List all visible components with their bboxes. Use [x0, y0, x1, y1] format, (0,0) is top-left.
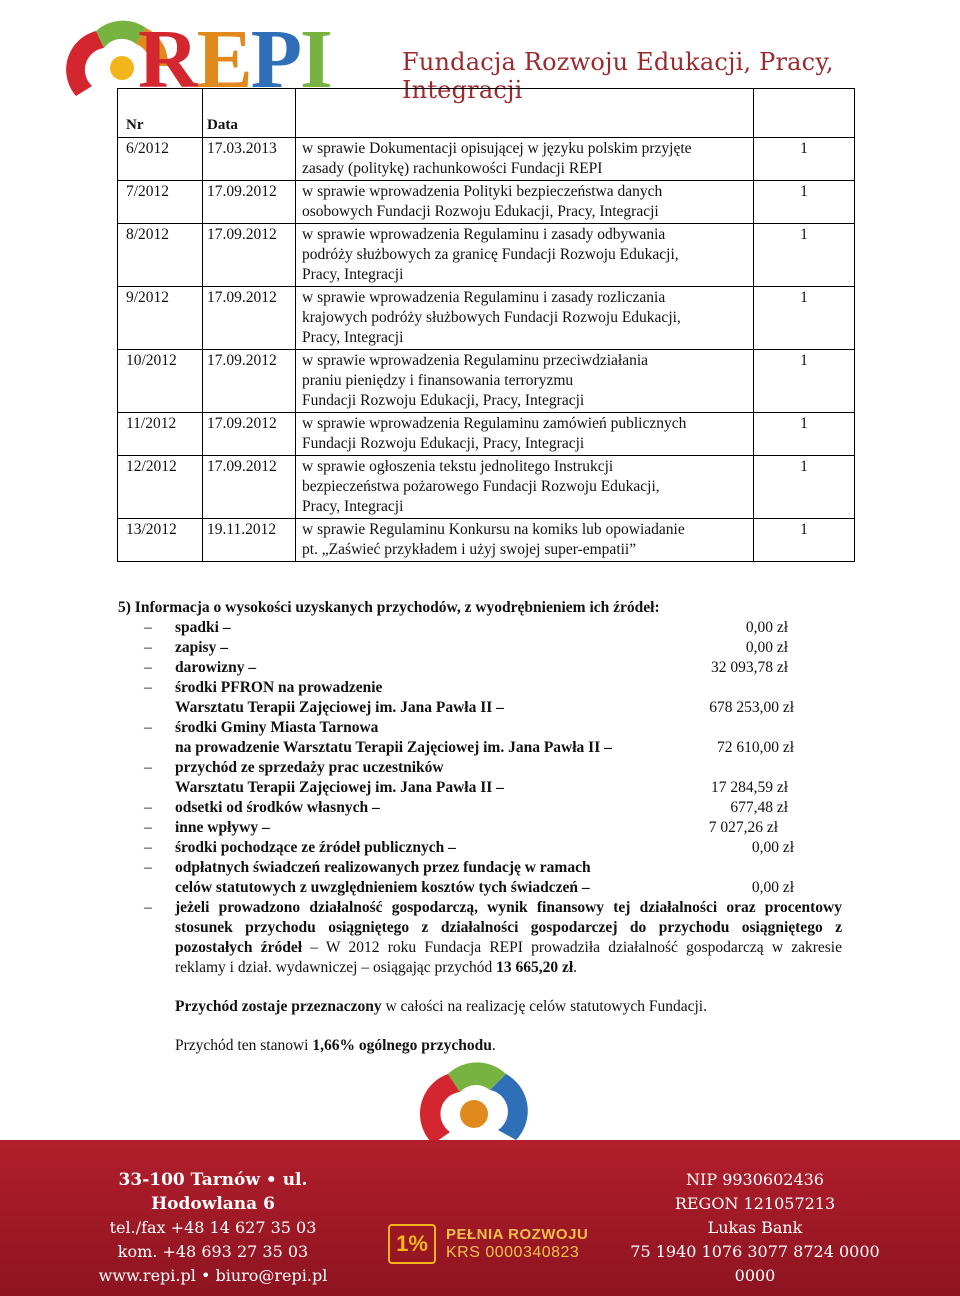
resolution-number: 7/2012	[118, 181, 203, 224]
resolution-description	[296, 138, 754, 181]
income-label: przychód ze sprzedaży prac uczestników	[175, 759, 444, 776]
income-label: na prowadzenie Warsztatu Terapii Zajęciowej im. Jana Pawła II –	[175, 739, 612, 756]
income-item-publiczne	[118, 838, 848, 858]
table-row	[118, 287, 855, 350]
resolution-description	[296, 181, 754, 224]
dash-bullet: –	[144, 839, 152, 856]
resolution-description	[296, 413, 754, 456]
dash-bullet: –	[144, 719, 152, 736]
income-amount: 678 253,00 zł	[709, 699, 794, 716]
resolution-date: 17.09.2012	[203, 456, 296, 519]
income-amount: 677,48 zł	[730, 799, 788, 816]
resolution-number: 10/2012	[118, 350, 203, 413]
income-amount: 0,00 zł	[745, 619, 788, 636]
table-header-row	[118, 89, 855, 138]
description-line: bezpieczeństwa pożarowego Fundacji Rozwoju Edukacji,	[302, 478, 660, 495]
description-line: podróży służbowych za granicę Fundacji Rozwoju Edukacji,	[302, 246, 679, 263]
income-item-inne	[118, 818, 848, 838]
resolution-count: 1	[754, 181, 855, 224]
income-amount: 0,00 zł	[751, 879, 794, 896]
table-row	[118, 519, 855, 562]
resolution-count: 1	[754, 287, 855, 350]
income-share-note: Przychód ten stanowi 1,66% ogólnego przychodu.	[175, 1037, 496, 1054]
description-line: w sprawie wprowadzenia Polityki bezpieczeństwa danych	[302, 183, 663, 200]
income-amount: 0,00 zł	[745, 639, 788, 656]
resolution-description	[296, 224, 754, 287]
business-activity-paragraph: jeżeli prowadzono działalność gospodarczą, wynik finansowy tej działalności oraz procentowy stosunek przychodu osiągniętego z działalności gospodarczej do przychodu osiągniętego z pozostałych źródeł – W 2012 roku Fundacja REPI prowadziła działalność gospodarczą w zakresie reklamy i dział. wydawniczej – osiągając przychód 13 665,20 zł.	[175, 899, 842, 976]
resolution-count: 1	[754, 456, 855, 519]
income-amount: 17 284,59 zł	[710, 779, 788, 796]
description-line: Pracy, Integracji	[302, 266, 404, 283]
footer-account: 75 1940 1076 3077 8724 0000 0000	[630, 1242, 880, 1285]
dash-bullet: –	[144, 619, 152, 636]
income-amount: 72 610,00 zł	[716, 739, 794, 756]
resolution-number: 9/2012	[118, 287, 203, 350]
col-header-description	[296, 89, 754, 138]
dash-bullet: –	[144, 799, 152, 816]
income-label: Warsztatu Terapii Zajęciowej im. Jana Pawła II –	[175, 779, 504, 796]
description-line: Fundacji Rozwoju Edukacji, Pracy, Integracji	[302, 392, 585, 409]
income-label: zapisy –	[175, 639, 228, 656]
description-line: w sprawie ogłoszenia tekstu jednolitego Instrukcji	[302, 458, 614, 475]
resolution-description	[296, 350, 754, 413]
resolution-count: 1	[754, 519, 855, 562]
income-label: środki Gminy Miasta Tarnowa	[175, 719, 379, 736]
description-line: pt. „Zaświeć przykładem i użyj swojej super-empatii”	[302, 541, 637, 558]
footer-address: 33-100 Tarnów • ul. Hodowlana 6	[118, 1170, 308, 1214]
repi-logo-wordmark: REPI	[138, 13, 331, 106]
resolution-number: 8/2012	[118, 224, 203, 287]
footer-telfax: tel./fax +48 14 627 35 03	[109, 1218, 317, 1237]
table-row	[118, 413, 855, 456]
resolution-count: 1	[754, 224, 855, 287]
description-line: praniu pieniędzy i finansowania terroryzmu	[302, 372, 574, 389]
income-item-pfron	[118, 678, 848, 718]
table-row	[118, 350, 855, 413]
income-label: odsetki od środków własnych –	[175, 799, 380, 816]
income-section	[118, 598, 848, 1056]
description-line: zasady (politykę) rachunkowości Fundacji REPI	[302, 160, 603, 177]
income-label: inne wpływy –	[175, 819, 270, 836]
description-line: w sprawie wprowadzenia Regulaminu i zasady rozliczania	[302, 289, 666, 306]
resolution-count: 1	[754, 413, 855, 456]
table-row	[118, 456, 855, 519]
income-item-odplatne	[118, 858, 848, 898]
resolution-number: 11/2012	[118, 413, 203, 456]
dash-bullet: –	[144, 659, 152, 676]
description-line: w sprawie Dokumentacji opisującej w języku polskim przyjęte	[302, 140, 692, 157]
col-header-date: Data	[203, 89, 296, 138]
badge-krs: KRS 0000340823	[446, 1244, 580, 1261]
table-row	[118, 224, 855, 287]
description-line: w sprawie Regulaminu Konkursu na komiks lub opowiadanie	[302, 521, 685, 538]
one-percent-icon: 1%	[388, 1224, 436, 1264]
income-item-sprzedaz	[118, 758, 848, 798]
col-header-nr: Nr	[118, 89, 203, 138]
income-label: Warsztatu Terapii Zajęciowej im. Jana Pawła II –	[175, 699, 504, 716]
footer-registration	[620, 1168, 890, 1288]
badge-title: PEŁNIA ROZWOJU	[446, 1226, 589, 1243]
income-label: celów statutowych z uwzględnieniem kosztów tych świadczeń –	[175, 879, 590, 896]
resolution-count: 1	[754, 138, 855, 181]
income-allocation-note: Przychód zostaje przeznaczony w całości na realizację celów statutowych Fundacji.	[175, 998, 707, 1015]
resolution-date: 17.09.2012	[203, 350, 296, 413]
dash-bullet: –	[144, 899, 152, 916]
income-label: darowizny –	[175, 659, 257, 676]
footer-bar	[0, 1140, 960, 1296]
description-line: w sprawie wprowadzenia Regulaminu zamówień publicznych	[302, 415, 687, 432]
resolution-number: 13/2012	[118, 519, 203, 562]
table-body	[118, 138, 855, 562]
resolution-date: 17.09.2012	[203, 287, 296, 350]
footer-contact	[78, 1168, 348, 1288]
dash-bullet: –	[144, 679, 152, 696]
resolution-date: 19.11.2012	[203, 519, 296, 562]
resolution-description	[296, 287, 754, 350]
resolution-date: 17.09.2012	[203, 181, 296, 224]
description-line: w sprawie wprowadzenia Regulaminu przeciwdziałania	[302, 352, 649, 369]
resolution-number: 6/2012	[118, 138, 203, 181]
income-item-gmina	[118, 718, 848, 758]
income-amount: 7 027,26 zł	[708, 819, 778, 836]
footer-nip: NIP 9930602436	[686, 1170, 824, 1189]
col-header-count	[754, 89, 855, 138]
table-row	[118, 138, 855, 181]
footer-web-email: www.repi.pl • biuro@repi.pl	[98, 1266, 328, 1285]
income-label: środki PFRON na prowadzenie	[175, 679, 383, 696]
description-line: krajowych podróży służbowych Fundacji Rozwoju Edukacji,	[302, 309, 681, 326]
income-label: spadki –	[175, 619, 231, 636]
resolution-count: 1	[754, 350, 855, 413]
footer-bank: Lukas Bank	[707, 1218, 803, 1237]
dash-bullet: –	[144, 859, 152, 876]
income-item-spadki	[118, 618, 848, 638]
description-line: osobowych Fundacji Rozwoju Edukacji, Pracy, Integracji	[302, 203, 659, 220]
resolution-description	[296, 519, 754, 562]
resolution-date: 17.09.2012	[203, 224, 296, 287]
description-line: Fundacji Rozwoju Edukacji, Pracy, Integracji	[302, 435, 585, 452]
income-label: odpłatnych świadczeń realizowanych przez fundację w ramach	[175, 859, 591, 876]
resolutions-table	[117, 88, 855, 562]
dash-bullet: –	[144, 819, 152, 836]
resolution-date: 17.03.2013	[203, 138, 296, 181]
resolution-number: 12/2012	[118, 456, 203, 519]
income-amount: 0,00 zł	[751, 839, 794, 856]
income-heading: 5) Informacja o wysokości uzyskanych przychodów, z wyodrębnieniem ich źródeł:	[118, 599, 660, 616]
income-list	[118, 618, 848, 978]
dash-bullet: –	[144, 639, 152, 656]
resolution-description	[296, 456, 754, 519]
income-item-odsetki	[118, 798, 848, 818]
table-row	[118, 181, 855, 224]
description-line: Pracy, Integracji	[302, 498, 404, 515]
foundation-tagline: Fundacja Rozwoju Edukacji, Pracy, Integracji	[402, 48, 834, 104]
income-label: środki pochodzące ze źródeł publicznych –	[175, 839, 456, 856]
resolution-date: 17.09.2012	[203, 413, 296, 456]
footer-regon: REGON 121057213	[674, 1194, 836, 1213]
income-item-darowizny	[118, 658, 848, 678]
income-amount: 32 093,78 zł	[710, 659, 788, 676]
income-item-zapisy	[118, 638, 848, 658]
footer-mobile: kom. +48 693 27 35 03	[117, 1242, 309, 1261]
income-item-gospodarcza	[118, 898, 842, 978]
description-line: Pracy, Integracji	[302, 329, 404, 346]
dash-bullet: –	[144, 759, 152, 776]
description-line: w sprawie wprowadzenia Regulaminu i zasady odbywania	[302, 226, 666, 243]
